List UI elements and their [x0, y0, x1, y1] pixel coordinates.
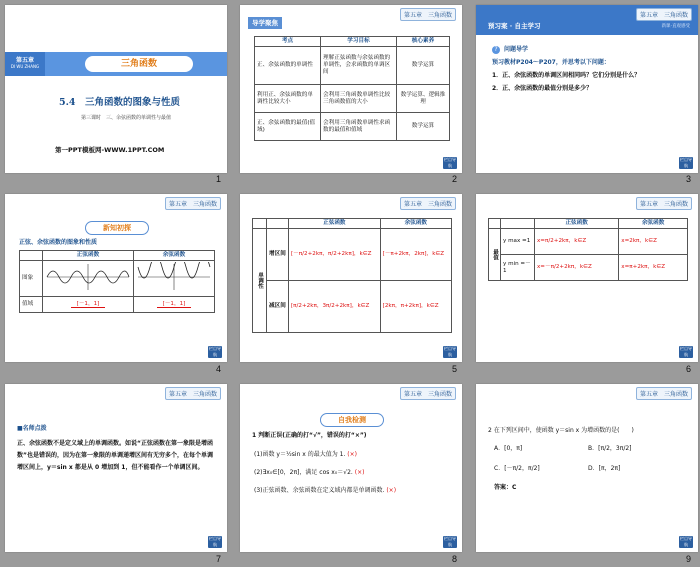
sine-min: x=－π/2+2kπ，k∈Z	[535, 255, 619, 281]
table-cell: 理解正弦函数与余弦函数的单调性，会求函数的单调区间	[321, 47, 397, 85]
cosine-max: x=2kπ，k∈Z	[619, 229, 688, 255]
table-header-row	[255, 37, 450, 47]
cosine-decrease: [2kπ，π+2kπ]，k∈Z	[380, 281, 451, 333]
table-cell: 数学运算、逻辑推理	[397, 85, 450, 113]
footer-link[interactable]: 第一PPT模板网-WWW.1PPT.COM	[55, 146, 165, 154]
judge-item-2	[254, 468, 364, 478]
slide-number-4: 4	[216, 364, 222, 374]
option-d[interactable]: D．[π，2π]	[588, 465, 621, 472]
cosine-range	[134, 297, 215, 313]
nav-return-button[interactable]: 栏目导航	[209, 346, 221, 357]
judge-text: (1)函数 y＝½sin x 的最大值为 1.	[254, 451, 346, 458]
row-label: 减区间	[267, 281, 289, 333]
chapter-header: 第五章 三角函数	[636, 8, 692, 21]
tip-heading: ■名师点拨	[17, 425, 47, 432]
slide-number-3: 3	[686, 174, 692, 184]
row-label: 图象	[20, 261, 43, 297]
table-cell: 会利用三角函数单调性比较三角函数值的大小	[321, 85, 397, 113]
slide-number-6: 6	[686, 364, 692, 374]
table-header: 考点	[255, 37, 321, 47]
slide-2[interactable]	[240, 5, 462, 173]
judge-answer: (×)	[347, 451, 358, 458]
chapter-header: 第五章 三角函数	[636, 197, 692, 210]
table-header-row	[489, 219, 688, 229]
row-label: 增区间	[267, 229, 289, 281]
table-row	[253, 281, 452, 333]
chapter-label: 第五章	[15, 57, 34, 64]
nav-return-button[interactable]: 栏目导航	[444, 346, 456, 357]
table-header: 学习目标	[321, 37, 397, 47]
sine-curve-icon	[45, 262, 131, 292]
judge-text: (3)正弦函数、余弦函数在定义域内都是单调函数.	[254, 487, 385, 494]
slide-1[interactable]	[5, 5, 227, 173]
slide-number-2: 2	[452, 174, 458, 184]
judge-item-3	[254, 486, 396, 496]
table-row	[489, 229, 688, 255]
question-heading: 问题导学	[504, 46, 529, 53]
table-header: 正弦函数	[535, 219, 619, 229]
chapter-header: 第五章 三角函数	[165, 387, 221, 400]
table-header: 核心素养	[397, 37, 450, 47]
table-row	[20, 261, 215, 297]
slide-number-5: 5	[452, 364, 458, 374]
chapter-banner: 三角函数	[85, 56, 193, 72]
sine-range	[43, 297, 134, 313]
slide-number-1: 1	[216, 174, 222, 184]
slide-9[interactable]	[476, 384, 698, 552]
option-b[interactable]: B．[π/2，3π/2]	[588, 445, 632, 452]
table-cell: 数学运算	[397, 47, 450, 85]
row-label: 值域	[20, 297, 43, 313]
chapter-header: 第五章 三角函数	[400, 197, 456, 210]
table-row	[255, 113, 450, 141]
slide-5[interactable]	[240, 194, 462, 362]
right-tag: 新课·直观感受	[661, 24, 690, 29]
judge-answer: (×)	[354, 469, 365, 476]
monotonic-table	[252, 218, 452, 333]
slide-number-7: 7	[216, 554, 222, 564]
preview-intro: 预习教材P204～P207，并思考以下问题：	[492, 59, 610, 66]
table-row	[20, 297, 215, 313]
section-tag: 导学聚焦	[248, 17, 282, 29]
question-2: 2．正、余弦函数的最值分别是多少？	[492, 85, 593, 92]
chapter-header: 第五章 三角函数	[400, 387, 456, 400]
nav-return-button[interactable]: 栏目导航	[209, 536, 221, 547]
slide-4[interactable]	[5, 194, 227, 362]
question-icon: ?	[492, 46, 500, 54]
option-c[interactable]: C．[－π/2，π/2]	[494, 465, 540, 472]
table-header	[20, 251, 43, 261]
chapter-block	[5, 52, 45, 76]
group-label: 最值	[489, 229, 501, 281]
option-a[interactable]: A．[0，π]	[494, 445, 523, 452]
table-header: 余弦函数	[619, 219, 688, 229]
table-header: 正弦函数	[43, 251, 134, 261]
section-heading: 正弦、余弦函数的图象和性质	[19, 239, 98, 246]
table-cell: 数学运算	[397, 113, 450, 141]
slide-number-9: 9	[686, 554, 692, 564]
answer-text: 答案：C	[494, 484, 517, 491]
sine-graph	[43, 261, 134, 297]
graph-table	[19, 250, 215, 313]
section-banner: 新知初探	[85, 221, 149, 235]
nav-return-button[interactable]: 栏目导航	[444, 157, 456, 168]
slide-6[interactable]	[476, 194, 698, 362]
table-row	[253, 229, 452, 281]
objectives-table	[254, 36, 450, 141]
nav-return-button[interactable]: 栏目导航	[444, 536, 456, 547]
row-label: y max =1	[501, 229, 535, 255]
table-header: 余弦函数	[380, 219, 451, 229]
nav-return-button[interactable]: 栏目导航	[680, 346, 692, 357]
table-row	[255, 47, 450, 85]
question-stem: 1 判断正误(正确的打“√”，错误的打“×”)	[252, 432, 367, 439]
question-stem: 2 在下列区间中，使函数 y＝sin x 为增函数的是( )	[488, 427, 634, 434]
tip-body: 正、余弦函数不是定义域上的单调函数。如说“正弦函数在第一象限是增函数”也是错误的，因为在第一象限的单调递增区间有无穷多个，在每个单调增区间上，y＝sin x 都是从 0 增加到 1，但不能看作一个单调区间。	[17, 440, 213, 471]
table-header	[489, 219, 501, 229]
sine-range-value: [－1，1]	[71, 301, 106, 308]
cosine-range-value: [－1，1]	[157, 301, 192, 308]
slide-number-8: 8	[452, 554, 458, 564]
table-cell: 利用正、余弦函数的单调性比较大小	[255, 85, 321, 113]
table-cell: 会利用三角函数单调性求函数的最值和值域	[321, 113, 397, 141]
sine-decrease: [π/2+2kπ，3π/2+2kπ]，k∈Z	[289, 281, 381, 333]
slide-title: 5.4 三角函数的图象与性质	[59, 97, 181, 108]
slide-8[interactable]	[240, 384, 462, 552]
chapter-pinyin: DI WU ZHANG	[10, 64, 40, 69]
judge-text: (2)∃x₀∈[0，2π]，满足 cos x₀＝√2.	[254, 469, 353, 476]
chapter-header: 第五章 三角函数	[165, 197, 221, 210]
question-1: 1．正、余弦函数的单调区间相同吗？它们分别是什么？	[492, 72, 641, 79]
table-header: 正弦函数	[289, 219, 381, 229]
table-header	[501, 219, 535, 229]
nav-return-button[interactable]: 栏目导航	[680, 536, 692, 547]
section-banner: 自我检测	[320, 413, 384, 427]
cosine-curve-icon	[136, 262, 212, 292]
table-cell: 正、余弦函数的最值(值域)	[255, 113, 321, 141]
cosine-min: x=π+2kπ，k∈Z	[619, 255, 688, 281]
group-label: 单调性	[253, 229, 267, 333]
slide-3[interactable]	[476, 5, 698, 173]
section-tag: 预习案 · 自主学习	[488, 22, 541, 30]
row-label: y min =－1	[501, 255, 535, 281]
chapter-header: 第五章 三角函数	[400, 8, 456, 21]
sine-max: x=π/2+2kπ，k∈Z	[535, 229, 619, 255]
sine-increase: [－π/2+2kπ，π/2+2kπ]，k∈Z	[289, 229, 381, 281]
extrema-table	[488, 218, 688, 281]
chapter-header: 第五章 三角函数	[636, 387, 692, 400]
cosine-increase: [－π+2kπ，2kπ]，k∈Z	[380, 229, 451, 281]
slide-subtitle: 第三课时 三、余弦函数的单调性与最值	[81, 115, 172, 121]
judge-item-1	[254, 450, 357, 460]
table-row	[489, 255, 688, 281]
table-header: 余弦函数	[134, 251, 215, 261]
table-header-row	[253, 219, 452, 229]
nav-return-button[interactable]: 栏目导航	[680, 157, 692, 168]
table-cell: 正、余弦函数的单调性	[255, 47, 321, 85]
table-row	[255, 85, 450, 113]
table-header	[253, 219, 267, 229]
cosine-graph	[134, 261, 215, 297]
table-header-row	[20, 251, 215, 261]
table-header	[267, 219, 289, 229]
slide-7[interactable]	[5, 384, 227, 552]
judge-answer: (×)	[386, 487, 397, 494]
